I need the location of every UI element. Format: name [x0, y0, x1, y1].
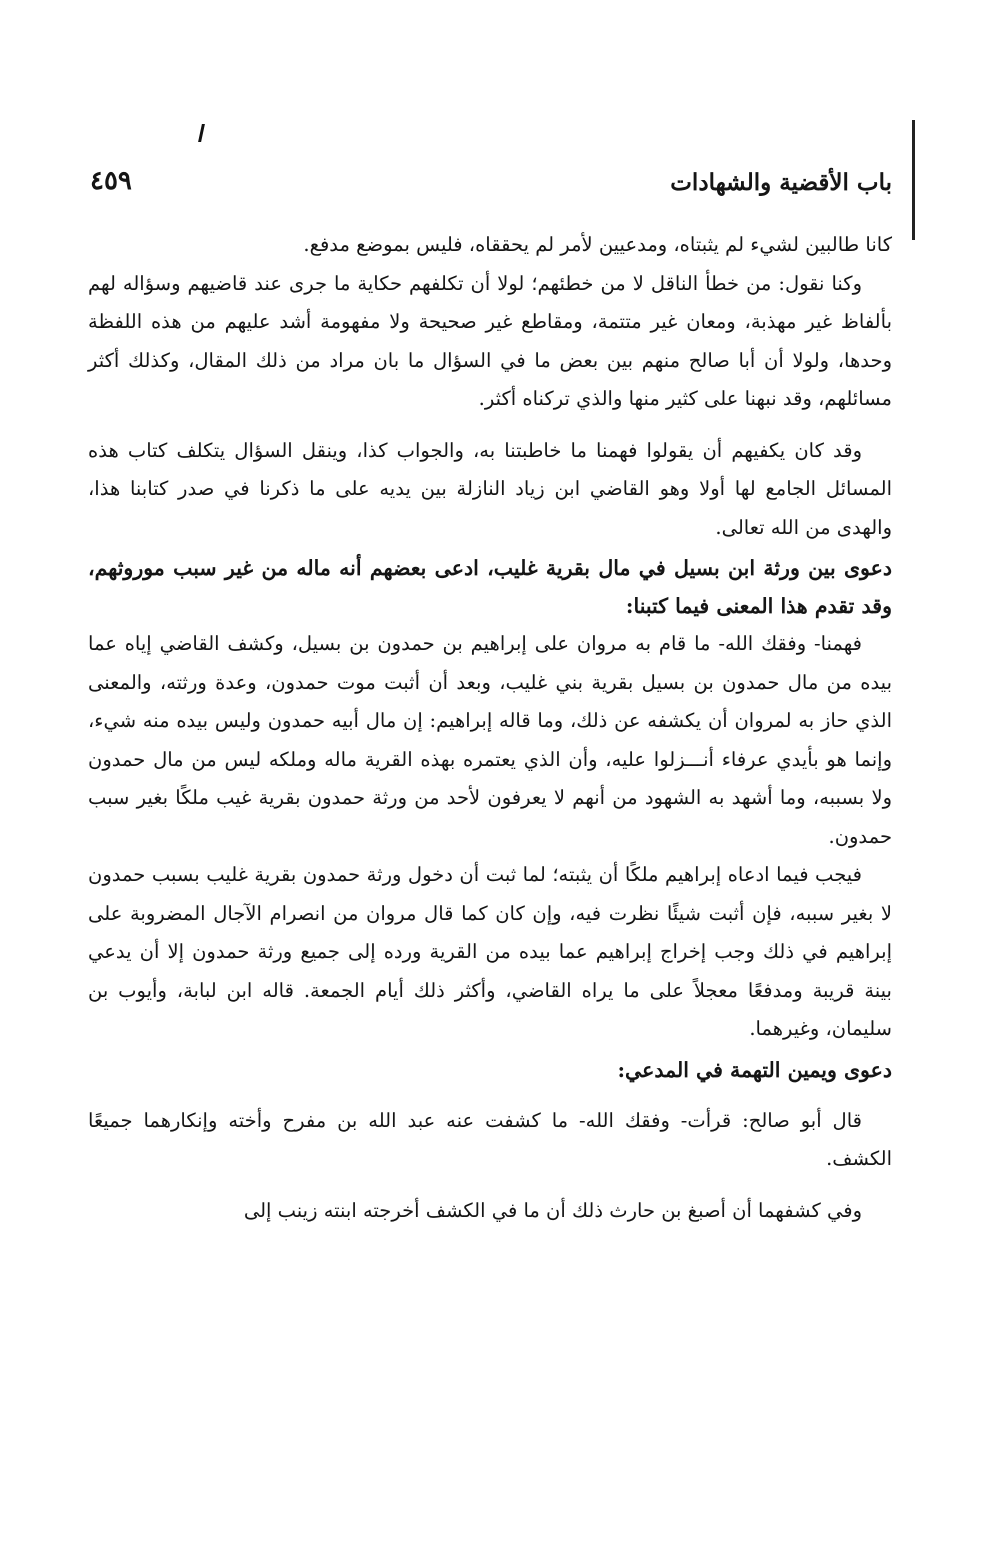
paragraph-1: كانا طالبين لشيء لم يثبتاه، ومدعيين لأمر لم يحققاه، فليس بموضع مدفع. — [303, 233, 892, 256]
margin-rule — [912, 120, 915, 240]
paragraph-3: وقد كان يكفيهم أن يقولوا فهمنا ما خاطبتنا به، والجواب كذا، وينقل السؤال يتكلف كتاب هذه المسائل الجامع لها أولا وهو القاضي ابن زياد النازلة بين يديه على ما ذكرنا في صدر كتابنا هذا، والهدى من الله تعالى. — [88, 438, 892, 539]
paragraph-6: قال أبو صالح: قرأت- وفقك الله- ما كشفت عنه عبد الله بن مفرح وأخته وإنكارهما جميعًا الكشف. — [88, 1108, 892, 1170]
ink-mark — [198, 124, 205, 142]
section-heading-1: دعوى بين ورثة ابن بسيل في مال بقرية غليب، ادعى بعضهم أنه ماله من غير سبب موروثهم، وقد تقدم هذا المعنى فيما كتبنا: — [88, 556, 892, 618]
page-body — [88, 226, 892, 1230]
running-title: باب الأقضية والشهادات — [670, 169, 892, 196]
paragraph-2: وكنا نقول: من خطأ الناقل لا من خطئهم؛ لولا أن تكلفهم حكاية ما جرى عند قاضيهم وسؤاله لهم بألفاظ غير مهذبة، ومعان غير متتمة، ومقاطع غير صحيحة ولا مفهومة أشد عليهم من هذه اللفظة وحدها، ولولا أن أبا صالح منهم بين بعض ما في السؤال ما بان مراد من ذلك المقال، وكذلك أكثر مسائلهم، وقد نبهنا على كثير منها والذي تركناه أكثر. — [88, 271, 892, 410]
paragraph-7: وفي كشفهما أن أصبغ بن حارث ذلك أن ما في الكشف أخرجته ابنته زينب إلى — [243, 1198, 862, 1222]
page-header — [90, 160, 892, 196]
paragraph-5: فيجب فيما ادعاه إبراهيم ملكًا أن يثبته؛ لما ثبت أن دخول ورثة حمدون بقرية غليب بسبب حمدون لا بغير سببه، فإن أثبت شيئًا نظرت فيه، وإن كان كما قال مروان من انصرام الآجال المضروبة على إبراهيم في ذلك وجب إخراج إبراهيم عما بيده من القرية ورده إلى جميع ورثة حمدون إلا أن يدعي بينة قريبة ومدفعًا معجلاً على ما يراه القاضي، وأكثر ذلك أيام الجمعة. قاله ابن لبابة، وأيوب بن سليمان، وغيرهما. — [88, 863, 892, 1040]
paragraph-4: فهمنا- وفقك الله- ما قام به مروان على إبراهيم بن حمدون بن بسيل، وكشف القاضي إياه عما بيده من مال حمدون بن بسيل بقرية بني غليب، وبعد أن أثبت موت حمدون، وعدة ورثته، والمعنى الذي حاز به لمروان أن يكشفه عن ذلك، وما قاله إبراهيم: إن مال أبيه حمدون وليس بيده منه شيء، وإنما هو بأيدي عرفاء أنـــزلوا عليه، وأن الذي يعتمره بهذه القرية ماله وملكه ليس من مال حمدون ولا بسببه، وما أشهد به الشهود من أنهم لا يعرفون لأحد من ورثة حمدون بقرية غيب ملكًا بغير سبب حمدون. — [88, 632, 892, 848]
section-heading-2: دعوى ويمين التهمة في المدعي: — [617, 1057, 892, 1082]
page-number: ٤٥٩ — [90, 166, 132, 196]
